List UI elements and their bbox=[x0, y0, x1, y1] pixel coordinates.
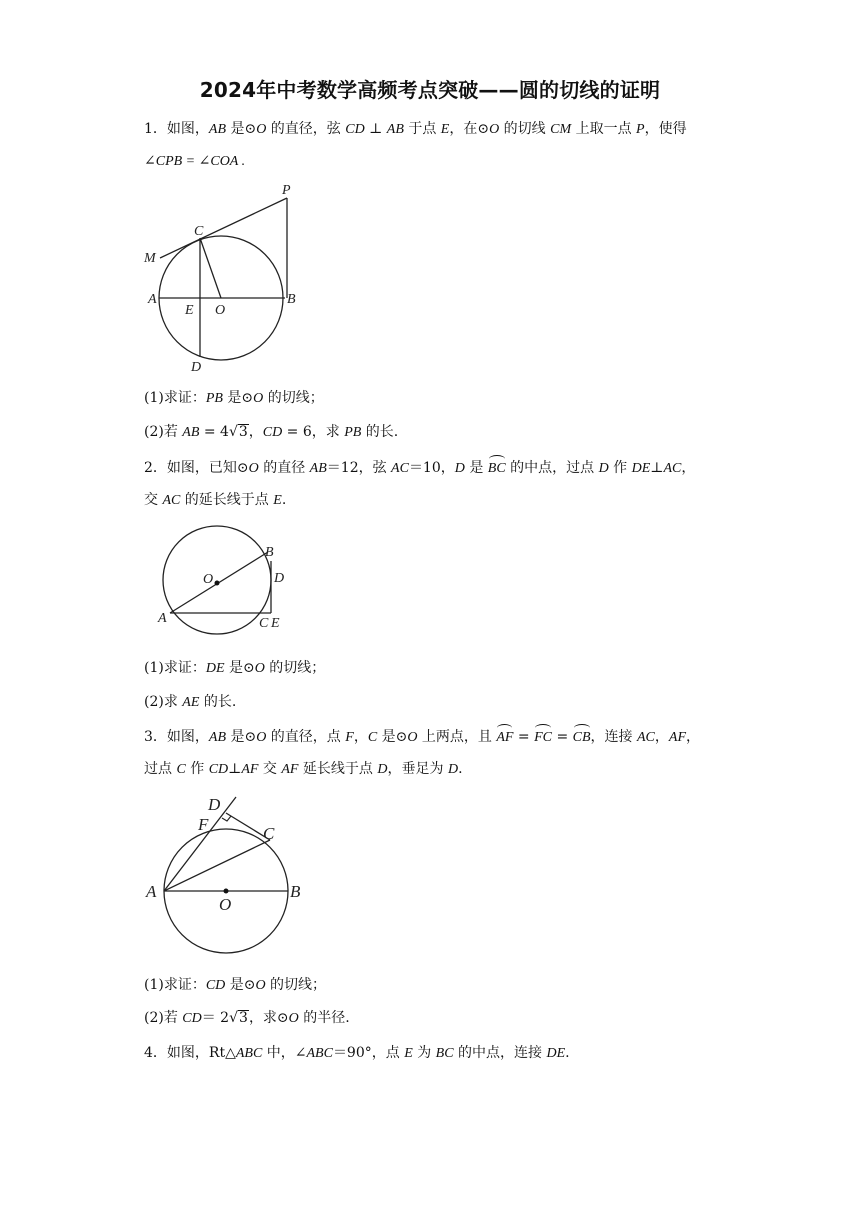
p3-right-angle-mark bbox=[222, 816, 231, 821]
p3-chord-ac bbox=[164, 840, 270, 891]
problem-2-statement: 2．如图，已知⊙O 的直径 AB＝12，弦 AC＝10，D 是 BC 的中点，过点 D 作 DE⊥AC， bbox=[144, 460, 696, 476]
problem-3-question-2: (2)若 CD＝ 2√3，求⊙O 的半径. bbox=[144, 1010, 350, 1026]
problem-2-question-1: (1)求证：DE 是⊙O 的切线； bbox=[144, 660, 326, 676]
problem-3-statement-cont: 过点 C 作 CD⊥AF 交 AF 延长线于点 D，垂足为 D. bbox=[144, 761, 463, 777]
problem-1-question-1: (1)求证：PB 是⊙O 的切线； bbox=[144, 390, 324, 406]
p1-label-e: E bbox=[185, 303, 194, 318]
problem-2-figure bbox=[150, 525, 300, 640]
problem-2-statement-cont: 交 AC 的延长线于点 E. bbox=[144, 492, 287, 508]
p2-label-o: O bbox=[203, 572, 214, 587]
p1-label-m: M bbox=[144, 251, 156, 266]
problem-4-statement: 4．如图，Rt△ABC 中，∠ABC＝90°，点 E 为 BC 的中点，连接 DE. bbox=[144, 1045, 570, 1061]
p3-line-afd bbox=[164, 797, 236, 891]
p1-label-c: C bbox=[194, 224, 204, 239]
p2-label-b: B bbox=[265, 545, 274, 560]
problem-1-statement: 1．如图，AB 是⊙O 的直径，弦 CD ⊥ AB 于点 E，在⊙O 的切线 CM 上取一点 P，使得 bbox=[144, 121, 687, 137]
problem-3-figure bbox=[140, 792, 320, 962]
problem-2-question-2: (2)求 AE 的长. bbox=[144, 694, 237, 710]
p3-label-c: C bbox=[263, 824, 275, 843]
p2-circle bbox=[163, 526, 271, 634]
p3-label-d: D bbox=[208, 795, 221, 814]
p3-center-dot bbox=[224, 889, 229, 894]
p1-label-b: B bbox=[287, 292, 296, 307]
p2-label-c: C bbox=[259, 616, 269, 631]
p2-label-a: A bbox=[158, 611, 167, 626]
problem-1-figure bbox=[140, 180, 310, 380]
p1-label-o: O bbox=[215, 303, 226, 318]
p1-label-a: A bbox=[148, 292, 157, 307]
p2-center-dot bbox=[215, 581, 220, 586]
p3-label-a: A bbox=[146, 882, 157, 901]
p3-label-b: B bbox=[290, 882, 301, 901]
p3-label-o: O bbox=[219, 895, 232, 914]
p1-tangent-cm bbox=[160, 198, 287, 258]
problem-3-statement: 3．如图，AB 是⊙O 的直径，点 F，C 是⊙O 上两点，且 AF = FC = CB，连接 AC，AF， bbox=[144, 729, 700, 745]
p1-label-d: D bbox=[191, 360, 202, 375]
p1-label-p: P bbox=[282, 183, 291, 198]
p1-radius-oc bbox=[200, 238, 221, 298]
p2-label-d: D bbox=[274, 571, 285, 586]
problem-3-question-1: (1)求证：CD 是⊙O 的切线； bbox=[144, 977, 327, 993]
page-title: 2024年中考数学高频考点突破——圆的切线的证明 bbox=[199, 78, 661, 102]
problem-1-condition: ∠CPB = ∠COA . bbox=[144, 154, 246, 169]
problem-1-question-2: (2)若 AB = 4√3，CD = 6，求 PB 的长. bbox=[144, 424, 399, 440]
p2-label-e: E bbox=[271, 616, 280, 631]
p3-label-f: F bbox=[198, 815, 209, 834]
